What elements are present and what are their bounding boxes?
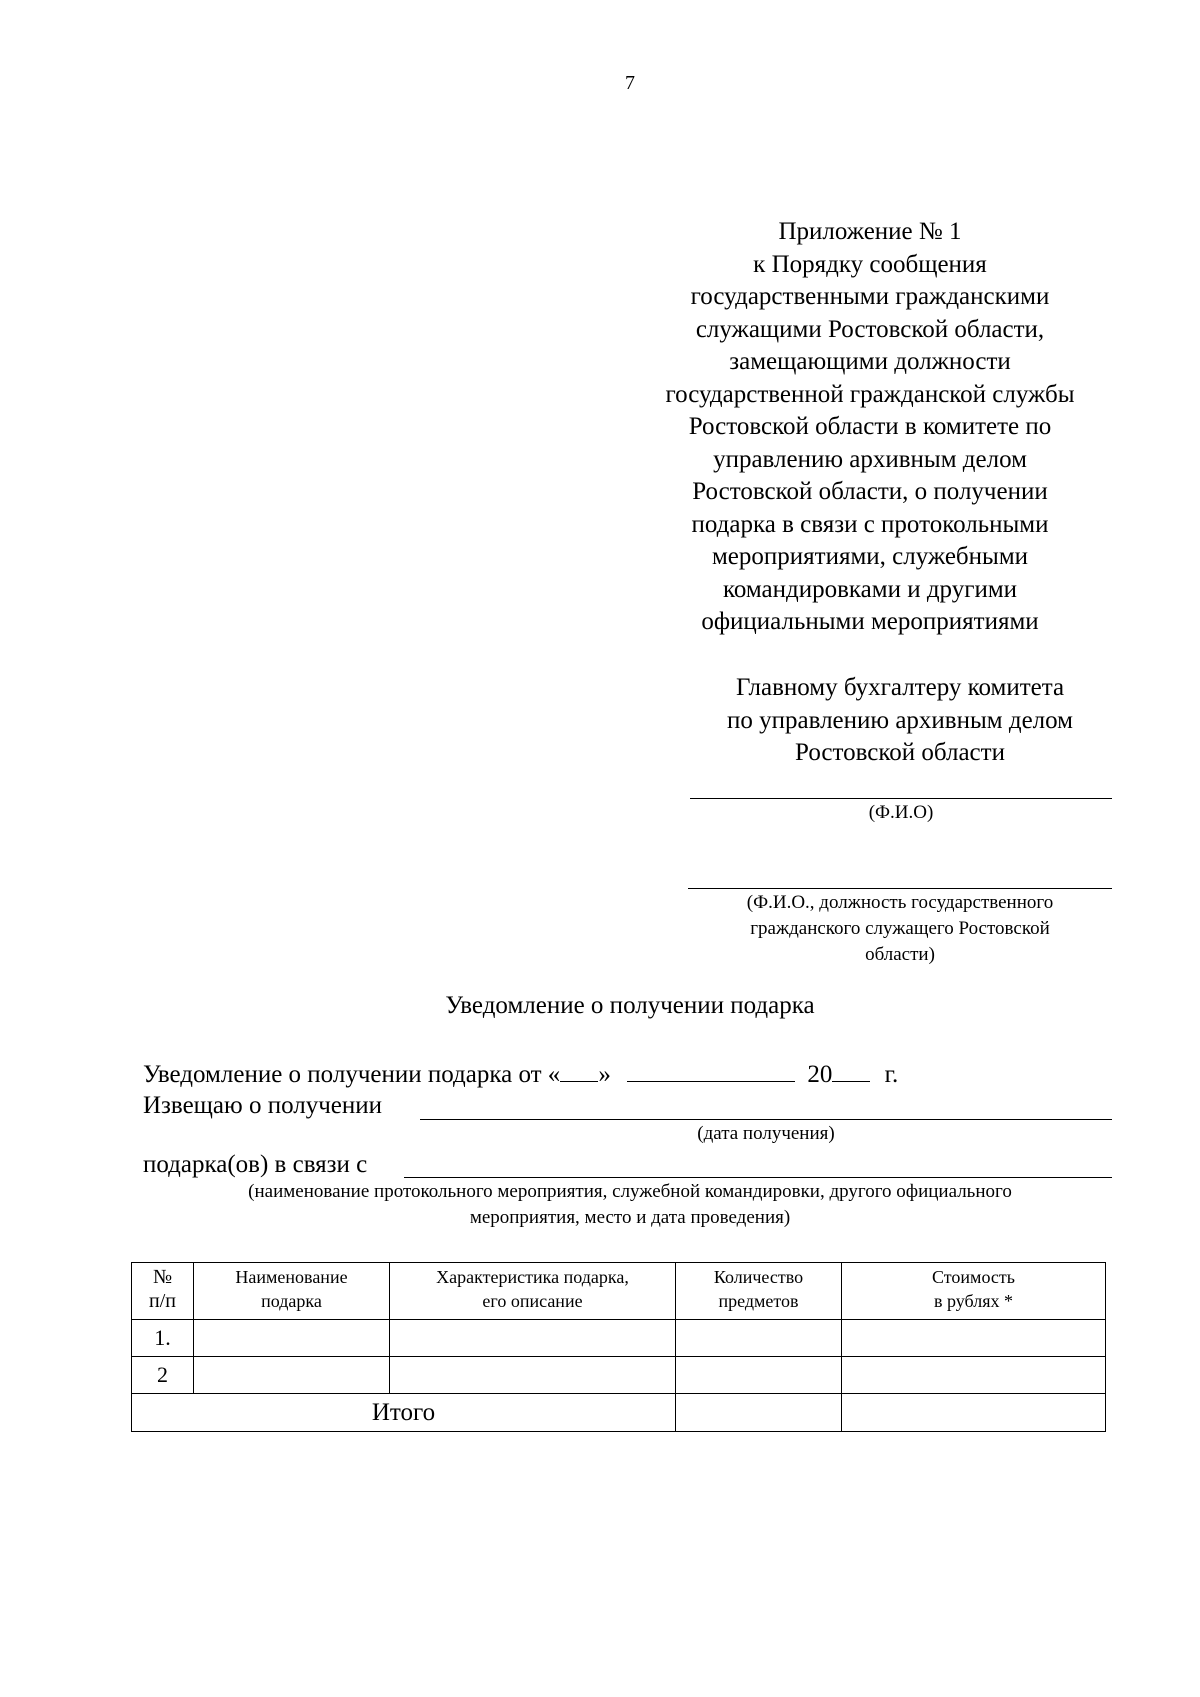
header-cost: Стоимость в рублях *: [842, 1263, 1106, 1320]
appendix-line: государственной гражданской службы: [665, 380, 1075, 408]
row-quantity-cell[interactable]: [676, 1320, 842, 1357]
header-name: Наименование подарка: [194, 1263, 390, 1320]
appendix-line: к Порядку сообщения: [753, 250, 987, 278]
row-description-cell[interactable]: [390, 1320, 676, 1357]
year-prefix: 20: [807, 1061, 833, 1088]
notice-date-line: [143, 1057, 898, 1091]
addressee-line: Главному бухгалтеру комитета: [735, 674, 1065, 701]
sender-caption: [688, 890, 1112, 968]
recipient-name-field[interactable]: [690, 798, 1112, 799]
appendix-heading: [630, 216, 1110, 639]
header-quantity: Количество предметов: [676, 1263, 842, 1320]
page-number: 7: [625, 72, 635, 94]
event-caption-line: (наименование протокольного мероприятия, служебной командировки, другого официального: [248, 1181, 1012, 1202]
sender-caption-line: (Ф.И.О., должность государственного: [746, 892, 1054, 913]
event-field[interactable]: [404, 1177, 1112, 1178]
document-title: Уведомление о получении подарка: [445, 992, 815, 1019]
addressee-line: по управлению архивным делом: [727, 706, 1073, 734]
appendix-line: мероприятиями, служебными: [711, 543, 1029, 570]
table-row: [132, 1320, 1106, 1357]
quote-close: »: [598, 1061, 611, 1088]
notice-date-prefix: Уведомление о получении подарка от «: [143, 1061, 561, 1088]
header-description: Характеристика подарка, его описание: [390, 1263, 676, 1320]
appendix-line: подарка в связи с протокольными: [691, 510, 1049, 538]
row-name-cell[interactable]: [194, 1357, 390, 1394]
gift-table: [131, 1262, 1106, 1432]
sender-name-field[interactable]: [688, 888, 1112, 889]
sender-caption-line: области): [865, 944, 935, 965]
receipt-date-field[interactable]: [420, 1119, 1112, 1120]
appendix-line: управлению архивным делом: [713, 445, 1027, 473]
row-cost-cell[interactable]: [842, 1320, 1106, 1357]
row-num: 1.: [132, 1320, 194, 1357]
sender-caption-line: гражданского служащего Ростовской: [750, 918, 1050, 939]
appendix-line: Ростовской области в комитете по: [688, 413, 1052, 440]
appendix-line: Ростовской области, о получении: [692, 478, 1048, 505]
year-field[interactable]: [832, 1057, 870, 1082]
table-row: [132, 1357, 1106, 1394]
appendix-line: Приложение № 1: [778, 218, 962, 245]
addressee-line: Ростовской области: [795, 739, 1005, 766]
day-field[interactable]: [560, 1057, 598, 1082]
row-quantity-cell[interactable]: [676, 1357, 842, 1394]
receipt-date-caption: (дата получения): [697, 1123, 835, 1144]
appendix-line: замещающими должности: [729, 348, 1011, 375]
header-num: № п/п: [132, 1263, 194, 1320]
total-cost-cell[interactable]: [842, 1394, 1106, 1432]
total-row: [132, 1394, 1106, 1432]
appendix-line: командировками и другими: [722, 575, 1018, 603]
row-cost-cell[interactable]: [842, 1357, 1106, 1394]
total-quantity-cell[interactable]: [676, 1394, 842, 1432]
appendix-line: официальными мероприятиями: [701, 608, 1039, 635]
month-field[interactable]: [627, 1057, 795, 1082]
table-header-row: [132, 1263, 1106, 1320]
row-num: 2: [132, 1357, 194, 1394]
event-caption-line: мероприятия, место и дата проведения): [469, 1207, 791, 1228]
year-suffix: г.: [884, 1061, 899, 1088]
event-line-label: подарка(ов) в связи с: [143, 1151, 368, 1178]
total-label: Итого: [132, 1394, 676, 1432]
appendix-line: служащими Ростовской области,: [695, 315, 1045, 343]
recipient-name-caption: (Ф.И.О): [868, 802, 934, 823]
addressee-block: [690, 672, 1110, 770]
received-line-label: Извещаю о получении: [143, 1092, 383, 1119]
event-caption: [150, 1179, 1110, 1231]
appendix-line: государственными гражданскими: [690, 283, 1050, 310]
row-name-cell[interactable]: [194, 1320, 390, 1357]
row-description-cell[interactable]: [390, 1357, 676, 1394]
